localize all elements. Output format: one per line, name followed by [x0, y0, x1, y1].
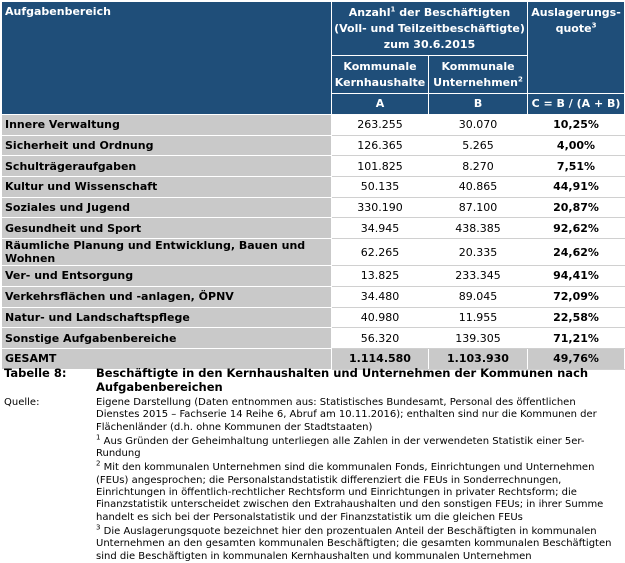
- company-value: 30.070: [429, 115, 528, 136]
- core-value: 126.365: [332, 135, 429, 156]
- footnote-2: $^2$ Mit den kommunalen Unternehmen sind die kommunalen Fonds, Einrichtungen und Unternehmen (FEUs) angesprochen; die Personalstandstatistik differenziert die FEUs in Sonderrechnungen, Einrichtungen in öffentlich-rechtlicher Rechtsform und Einrichtungen in privater Rechtsform; die Finanzstatistik unterscheidet zwischen den Extrahaushalten und den sonstigen FEUs; in ihrer Summe handelt es sich bei der Personalstatistik und der Finanzstatistik um die gleichen FEUs: [96, 460, 604, 523]
- core-value: 62.265: [332, 239, 429, 266]
- company-value: 5.265: [429, 135, 528, 156]
- table-row: [2, 197, 625, 218]
- company-value: 87.100: [429, 197, 528, 218]
- company-value: 20.335: [429, 239, 528, 266]
- quota-value: 10,25%: [528, 115, 625, 136]
- area-cell: Gesundheit und Sport: [2, 218, 332, 239]
- total-label: GESAMT: [2, 348, 332, 369]
- table-row: [2, 307, 625, 328]
- core-value: 263.255: [332, 115, 429, 136]
- core-value: 13.825: [332, 266, 429, 287]
- employment-table: [1, 1, 625, 370]
- header-employee-count: Anzahl$^1$ der Beschäftigten (Voll- und Teilzeitbeschäftigte) zum 30.6.2015: [332, 2, 528, 56]
- area-cell: Sonstige Aufgabenbereiche: [2, 328, 332, 349]
- area-cell: Sicherheit und Ordnung: [2, 135, 332, 156]
- source-label: Quelle:: [4, 397, 40, 408]
- header-municipal-companies: Kommunale Unternehmen$^2$: [429, 56, 528, 94]
- caption-text: Beschäftigte in den Kernhaushalten und Unternehmen der Kommunen nach Aufgabenbereichen: [96, 366, 589, 394]
- header-outsourcing-quota: Auslagerungs- quote$^3$: [528, 2, 625, 94]
- table-row: [2, 286, 625, 307]
- quota-value: 4,00%: [528, 135, 625, 156]
- area-cell: Soziales und Jugend: [2, 197, 332, 218]
- core-value: 34.945: [332, 218, 429, 239]
- area-cell: Räumliche Planung und Entwicklung, Bauen und Wohnen: [2, 239, 332, 266]
- table-row: [2, 239, 625, 266]
- table-row: [2, 115, 625, 136]
- company-value: 233.345: [429, 266, 528, 287]
- quota-value: 44,91%: [528, 177, 625, 198]
- quota-value: 71,21%: [528, 328, 625, 349]
- table-row: [2, 328, 625, 349]
- footnote-1: $^1$ Aus Gründen der Geheimhaltung unterliegen alle Zahlen in der verwendeten Statistik einer 5er-Rundung: [96, 433, 585, 460]
- core-value: 50.135: [332, 177, 429, 198]
- header-label-a: A: [332, 94, 429, 115]
- company-value: 89.045: [429, 286, 528, 307]
- quota-value: 22,58%: [528, 307, 625, 328]
- core-value: 56.320: [332, 328, 429, 349]
- total-core-value: 1.114.580: [332, 348, 429, 369]
- source-text: Eigene Darstellung (Daten entnommen aus: Statistisches Bundesamt, Personal des öffentlichen Dienstes 2015 – Fachserie 14 Reihe 6, Abruf am 10.11.2016); enthalten sind nur die Kommunen der Flächenländer (d.h. ohne Kommunen der Stadtstaaten): [96, 397, 597, 433]
- footnote-3: $^3$ Die Auslagerungsquote bezeichnet hier den prozentualen Anteil der Beschäftigten in kommunalen Unternehmen an den gesamten kommunalen Beschäftigten; die gesamten kommunalen Beschäftigten sind die Beschäftigten in kommunalen Kernhaushalten und kommunalen Unternehmen: [96, 523, 612, 562]
- table-row: [2, 218, 625, 239]
- header-core-budgets: Kommunale Kernhaushalte: [332, 56, 429, 94]
- company-value: 438.385: [429, 218, 528, 239]
- core-value: 40.980: [332, 307, 429, 328]
- total-quota-value: 49,76%: [528, 348, 625, 369]
- core-value: 101.825: [332, 156, 429, 177]
- caption-label: Tabelle 8:: [4, 366, 67, 380]
- area-cell: Innere Verwaltung: [2, 115, 332, 136]
- area-cell: Kultur und Wissenschaft: [2, 177, 332, 198]
- quota-value: 92,62%: [528, 218, 625, 239]
- quota-value: 20,87%: [528, 197, 625, 218]
- company-value: 139.305: [429, 328, 528, 349]
- area-cell: Verkehrsflächen und -anlagen, ÖPNV: [2, 286, 332, 307]
- table-row: [2, 135, 625, 156]
- quota-value: 7,51%: [528, 156, 625, 177]
- area-cell: Schulträgeraufgaben: [2, 156, 332, 177]
- core-value: 34.480: [332, 286, 429, 307]
- table-row: [2, 177, 625, 198]
- header-label-b: B: [429, 94, 528, 115]
- area-cell: Ver- und Entsorgung: [2, 266, 332, 287]
- source-body: [96, 397, 618, 563]
- area-cell: Natur- und Landschaftspflege: [2, 307, 332, 328]
- header-area: Aufgabenbereich: [2, 2, 332, 115]
- header-label-c: C = B / (A + B): [528, 94, 625, 115]
- company-value: 11.955: [429, 307, 528, 328]
- core-value: 330.190: [332, 197, 429, 218]
- table-row: [2, 266, 625, 287]
- company-value: 8.270: [429, 156, 528, 177]
- quota-value: 72,09%: [528, 286, 625, 307]
- company-value: 40.865: [429, 177, 528, 198]
- table-row: [2, 156, 625, 177]
- quota-value: 24,62%: [528, 239, 625, 266]
- total-company-value: 1.103.930: [429, 348, 528, 369]
- quota-value: 94,41%: [528, 266, 625, 287]
